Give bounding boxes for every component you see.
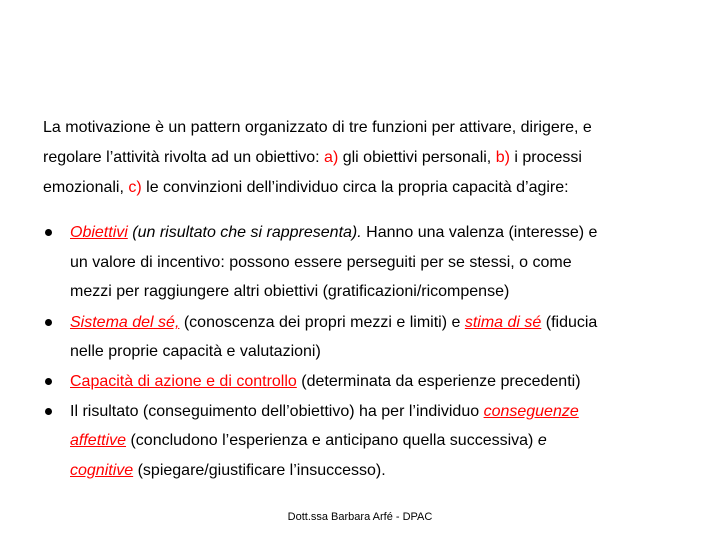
intro-text-3a: emozionali, [43, 179, 129, 196]
bullet-1-text-3: mezzi per raggiungere altri obiettivi (gratificazioni/ricompense) [70, 283, 510, 300]
term-cognitive: cognitive [70, 462, 134, 479]
footer-credit: Dott.ssa Barbara Arfé - DPAC [287, 511, 433, 523]
term-capacita-azione-controllo: Capacità di azione e di controllo [70, 373, 297, 390]
term-sistema-del-se: Sistema del sé, [70, 314, 180, 331]
bullet-2-line-1 [70, 313, 597, 333]
bullet-1-line-3 [70, 282, 509, 302]
bullet-1-line-1 [70, 223, 597, 243]
term-stima-di-se: stima di sé [464, 314, 542, 331]
intro-line-3 [43, 178, 569, 198]
intro-text-2e: i processi [509, 149, 582, 166]
bullet-4-line-1 [70, 402, 579, 422]
bullet-2-text-1b: (conoscenza dei propri mezzi e limiti) e [179, 314, 465, 331]
bullet-4-line-3 [70, 461, 386, 481]
bullet-1-line-2 [70, 253, 572, 273]
bullet-4-text-3b: (spiegare/giustificare l’insuccesso). [133, 462, 386, 479]
bullet-dot-1 [45, 229, 52, 236]
intro-text-3c: le convinzioni dell’individuo circa la propria capacità d’agire: [141, 179, 569, 196]
intro-text-2c: gli obiettivi personali, [338, 149, 496, 166]
obiettivi-definition: (un risultato che si rappresenta). [127, 224, 362, 241]
bullet-4-text-2b: (concludono l’esperienza e anticipano quella successiva) [126, 432, 538, 449]
intro-line-1 [43, 118, 592, 138]
bullet-4-line-2 [70, 431, 547, 451]
bullet-dot-2 [45, 319, 52, 326]
term-obiettivi: Obiettivi [70, 224, 128, 241]
bullet-1-text-2: un valore di incentivo: possono essere perseguiti per se stessi, o come [70, 254, 572, 271]
term-conseguenze: conseguenze [483, 403, 579, 420]
intro-line-2 [43, 148, 582, 168]
bullet-dot-3 [45, 378, 52, 385]
bullet-dot-4 [45, 408, 52, 415]
bullet-2-text-2: nelle proprie capacità e valutazioni) [70, 343, 321, 360]
bullet-2-line-2 [70, 342, 321, 362]
bullet-2-text-1d: (fiducia [541, 314, 598, 331]
term-affettive: affettive [70, 432, 127, 449]
intro-text-1: La motivazione è un pattern organizzato di tre funzioni per attivare, dirigere, e [43, 119, 592, 136]
bullet-1-text-1c: Hanno una valenza (interesse) e [361, 224, 598, 241]
marker-a: a) [324, 149, 339, 166]
bullet-3-line-1 [70, 372, 581, 392]
bullet-3-text-1b: (determinata da esperienze precedenti) [296, 373, 581, 390]
bullet-4-text-2c: e [537, 432, 547, 449]
intro-text-2a: regolare l’attività rivolta ad un obiettivo: [43, 149, 325, 166]
marker-c: c) [128, 179, 142, 196]
bullet-4-text-1a: Il risultato (conseguimento dell’obiettivo) ha per l’individuo [70, 403, 484, 420]
marker-b: b) [495, 149, 510, 166]
